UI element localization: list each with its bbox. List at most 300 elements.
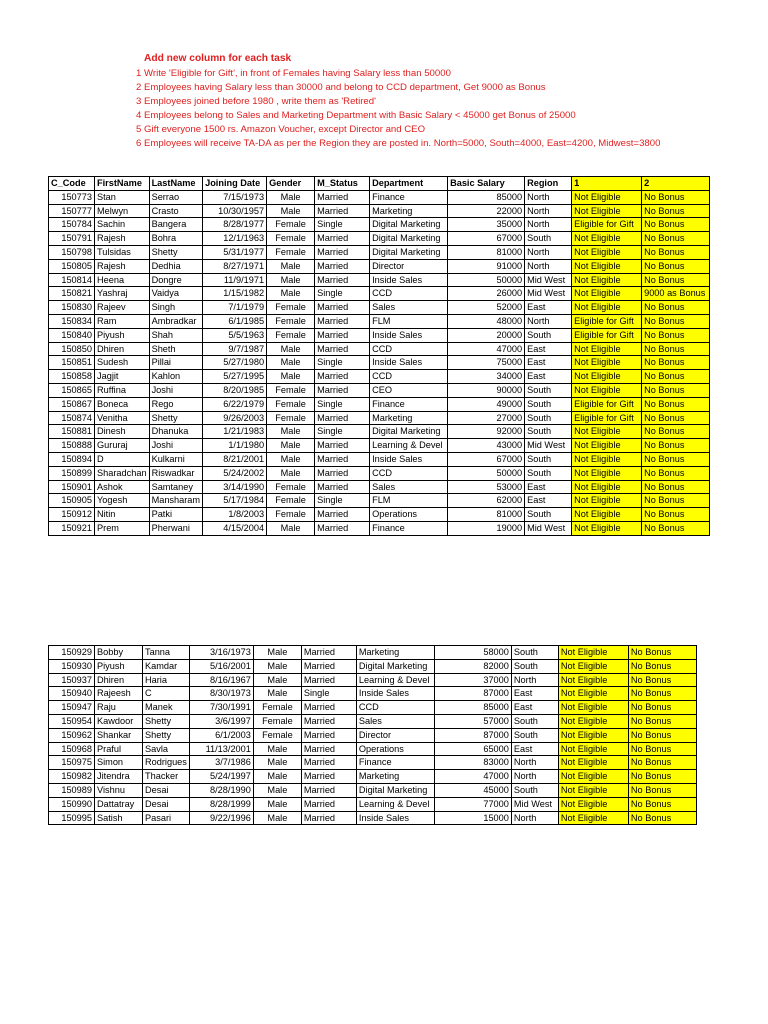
cell-bonus[interactable]: No Bonus (642, 411, 710, 425)
cell-first-name[interactable]: Simon (95, 756, 143, 770)
cell-joining-date[interactable]: 8/21/2001 (203, 452, 267, 466)
cell-gift-eligibility[interactable]: Not Eligible (558, 673, 628, 687)
cell-gift-eligibility[interactable]: Not Eligible (558, 687, 628, 701)
cell-c-code[interactable]: 150791 (49, 232, 95, 246)
cell-last-name[interactable]: Patki (149, 508, 203, 522)
cell-joining-date[interactable]: 5/16/2001 (189, 659, 253, 673)
cell-last-name[interactable]: Desai (143, 797, 190, 811)
cell-first-name[interactable]: Yashraj (95, 287, 150, 301)
cell-c-code[interactable]: 150773 (49, 190, 95, 204)
cell-basic-salary[interactable]: 53000 (448, 480, 525, 494)
cell-first-name[interactable]: Jitendra (95, 770, 143, 784)
cell-first-name[interactable]: Jagjit (95, 370, 150, 384)
cell-region[interactable]: North (525, 218, 572, 232)
cell-last-name[interactable]: Sheth (149, 342, 203, 356)
cell-basic-salary[interactable]: 43000 (448, 439, 525, 453)
cell-gift-eligibility[interactable]: Not Eligible (572, 439, 642, 453)
cell-gender[interactable]: Male (267, 370, 315, 384)
cell-department[interactable]: Digital Marketing (370, 232, 448, 246)
cell-first-name[interactable]: D (95, 452, 150, 466)
cell-last-name[interactable]: Crasto (149, 204, 203, 218)
cell-m-status[interactable]: Single (315, 218, 370, 232)
cell-bonus[interactable]: No Bonus (628, 646, 696, 660)
cell-last-name[interactable]: Pasari (143, 811, 190, 825)
cell-region[interactable]: Mid West (525, 521, 572, 535)
cell-first-name[interactable]: Rajeev (95, 301, 150, 315)
cell-first-name[interactable]: Piyush (95, 659, 143, 673)
cell-c-code[interactable]: 150850 (49, 342, 95, 356)
cell-region[interactable]: South (525, 411, 572, 425)
cell-gift-eligibility[interactable]: Not Eligible (572, 508, 642, 522)
cell-region[interactable]: North (525, 259, 572, 273)
cell-bonus[interactable]: No Bonus (642, 314, 710, 328)
cell-gift-eligibility[interactable]: Not Eligible (558, 659, 628, 673)
cell-basic-salary[interactable]: 75000 (448, 356, 525, 370)
cell-gender[interactable]: Male (267, 190, 315, 204)
cell-bonus[interactable]: No Bonus (642, 328, 710, 342)
cell-gender[interactable]: Female (267, 508, 315, 522)
cell-region[interactable]: South (525, 508, 572, 522)
cell-basic-salary[interactable]: 82000 (434, 659, 511, 673)
cell-c-code[interactable]: 150867 (49, 397, 95, 411)
cell-department[interactable]: CCD (370, 370, 448, 384)
cell-gift-eligibility[interactable]: Not Eligible (572, 425, 642, 439)
col-header-joining-date[interactable]: Joining Date (203, 177, 267, 191)
cell-m-status[interactable]: Married (315, 314, 370, 328)
cell-joining-date[interactable]: 10/30/1957 (203, 204, 267, 218)
cell-last-name[interactable]: C (143, 687, 190, 701)
cell-bonus[interactable]: No Bonus (642, 245, 710, 259)
cell-last-name[interactable]: Shetty (149, 411, 203, 425)
cell-department[interactable]: Digital Marketing (370, 245, 448, 259)
cell-gender[interactable]: Male (253, 770, 301, 784)
cell-region[interactable]: East (525, 301, 572, 315)
cell-department[interactable]: Digital Marketing (370, 425, 448, 439)
cell-m-status[interactable]: Married (315, 452, 370, 466)
cell-region[interactable]: East (525, 494, 572, 508)
cell-gender[interactable]: Male (267, 425, 315, 439)
cell-bonus[interactable]: No Bonus (628, 714, 696, 728)
cell-m-status[interactable]: Married (301, 714, 356, 728)
cell-last-name[interactable]: Singh (149, 301, 203, 315)
cell-department[interactable]: Operations (370, 508, 448, 522)
cell-bonus[interactable]: No Bonus (628, 701, 696, 715)
cell-gift-eligibility[interactable]: Not Eligible (572, 232, 642, 246)
cell-bonus[interactable]: No Bonus (628, 742, 696, 756)
cell-gift-eligibility[interactable]: Not Eligible (572, 383, 642, 397)
cell-department[interactable]: Learning & Devel (356, 797, 434, 811)
cell-gender[interactable]: Male (267, 356, 315, 370)
cell-region[interactable]: North (511, 673, 558, 687)
cell-department[interactable]: Learning & Devel (370, 439, 448, 453)
cell-m-status[interactable]: Married (301, 756, 356, 770)
cell-last-name[interactable]: Thacker (143, 770, 190, 784)
cell-joining-date[interactable]: 1/8/2003 (203, 508, 267, 522)
cell-gift-eligibility[interactable]: Not Eligible (558, 728, 628, 742)
cell-basic-salary[interactable]: 58000 (434, 646, 511, 660)
cell-gift-eligibility[interactable]: Not Eligible (558, 756, 628, 770)
cell-c-code[interactable]: 150777 (49, 204, 95, 218)
cell-joining-date[interactable]: 5/31/1977 (203, 245, 267, 259)
cell-department[interactable]: Digital Marketing (356, 659, 434, 673)
cell-region[interactable]: East (511, 742, 558, 756)
cell-gift-eligibility[interactable]: Not Eligible (572, 204, 642, 218)
cell-basic-salary[interactable]: 87000 (434, 687, 511, 701)
cell-bonus[interactable]: No Bonus (642, 508, 710, 522)
cell-first-name[interactable]: Rajesh (95, 232, 150, 246)
cell-department[interactable]: Marketing (356, 770, 434, 784)
cell-bonus[interactable]: No Bonus (628, 770, 696, 784)
cell-bonus[interactable]: No Bonus (628, 783, 696, 797)
cell-gender[interactable]: Male (267, 342, 315, 356)
cell-department[interactable]: Finance (356, 756, 434, 770)
cell-first-name[interactable]: Nitin (95, 508, 150, 522)
cell-joining-date[interactable]: 7/15/1973 (203, 190, 267, 204)
cell-gender[interactable]: Female (253, 728, 301, 742)
cell-bonus[interactable]: No Bonus (642, 342, 710, 356)
cell-joining-date[interactable]: 5/27/1980 (203, 356, 267, 370)
cell-joining-date[interactable]: 3/6/1997 (189, 714, 253, 728)
cell-gift-eligibility[interactable]: Not Eligible (572, 273, 642, 287)
cell-m-status[interactable]: Single (315, 494, 370, 508)
cell-last-name[interactable]: Shah (149, 328, 203, 342)
cell-last-name[interactable]: Rego (149, 397, 203, 411)
cell-basic-salary[interactable]: 62000 (448, 494, 525, 508)
cell-first-name[interactable]: Melwyn (95, 204, 150, 218)
cell-gift-eligibility[interactable]: Not Eligible (558, 742, 628, 756)
cell-gender[interactable]: Male (253, 756, 301, 770)
cell-gift-eligibility[interactable]: Not Eligible (558, 646, 628, 660)
cell-bonus[interactable]: No Bonus (628, 797, 696, 811)
cell-bonus[interactable]: No Bonus (642, 356, 710, 370)
cell-last-name[interactable]: Riswadkar (149, 466, 203, 480)
cell-last-name[interactable]: Joshi (149, 383, 203, 397)
cell-last-name[interactable]: Kulkarni (149, 452, 203, 466)
cell-gender[interactable]: Male (267, 287, 315, 301)
cell-department[interactable]: Director (370, 259, 448, 273)
cell-last-name[interactable]: Haria (143, 673, 190, 687)
cell-last-name[interactable]: Ambradkar (149, 314, 203, 328)
cell-last-name[interactable]: Joshi (149, 439, 203, 453)
cell-department[interactable]: Finance (370, 521, 448, 535)
cell-bonus[interactable]: No Bonus (628, 811, 696, 825)
col-header-region[interactable]: Region (525, 177, 572, 191)
cell-c-code[interactable]: 150954 (49, 714, 95, 728)
cell-bonus[interactable]: No Bonus (628, 728, 696, 742)
cell-gift-eligibility[interactable]: Not Eligible (572, 466, 642, 480)
cell-joining-date[interactable]: 8/28/1977 (203, 218, 267, 232)
cell-first-name[interactable]: Ram (95, 314, 150, 328)
cell-c-code[interactable]: 150784 (49, 218, 95, 232)
cell-last-name[interactable]: Savla (143, 742, 190, 756)
cell-bonus[interactable]: No Bonus (642, 397, 710, 411)
cell-department[interactable]: Sales (370, 301, 448, 315)
cell-basic-salary[interactable]: 67000 (448, 232, 525, 246)
cell-last-name[interactable]: Bangera (149, 218, 203, 232)
cell-m-status[interactable]: Married (301, 701, 356, 715)
cell-department[interactable]: Sales (370, 480, 448, 494)
cell-gift-eligibility[interactable]: Eligible for Gift (572, 411, 642, 425)
cell-basic-salary[interactable]: 92000 (448, 425, 525, 439)
cell-first-name[interactable]: Heena (95, 273, 150, 287)
cell-department[interactable]: Operations (356, 742, 434, 756)
cell-c-code[interactable]: 150929 (49, 646, 95, 660)
cell-basic-salary[interactable]: 35000 (448, 218, 525, 232)
cell-m-status[interactable]: Married (315, 342, 370, 356)
cell-basic-salary[interactable]: 85000 (434, 701, 511, 715)
cell-first-name[interactable]: Dhiren (95, 342, 150, 356)
cell-department[interactable]: Inside Sales (356, 687, 434, 701)
cell-region[interactable]: North (525, 190, 572, 204)
cell-m-status[interactable]: Married (315, 190, 370, 204)
cell-basic-salary[interactable]: 34000 (448, 370, 525, 384)
cell-first-name[interactable]: Rajesh (95, 259, 150, 273)
cell-joining-date[interactable]: 5/27/1995 (203, 370, 267, 384)
cell-gender[interactable]: Female (267, 301, 315, 315)
cell-region[interactable]: South (511, 783, 558, 797)
cell-last-name[interactable]: Bohra (149, 232, 203, 246)
cell-gender[interactable]: Male (267, 204, 315, 218)
cell-c-code[interactable]: 150975 (49, 756, 95, 770)
cell-bonus[interactable]: No Bonus (642, 232, 710, 246)
cell-m-status[interactable]: Married (301, 728, 356, 742)
cell-last-name[interactable]: Dhanuka (149, 425, 203, 439)
cell-bonus[interactable]: No Bonus (642, 383, 710, 397)
cell-c-code[interactable]: 150865 (49, 383, 95, 397)
cell-department[interactable]: Finance (370, 190, 448, 204)
cell-first-name[interactable]: Sachin (95, 218, 150, 232)
cell-gender[interactable]: Female (267, 397, 315, 411)
cell-department[interactable]: CCD (356, 701, 434, 715)
cell-bonus[interactable]: No Bonus (628, 673, 696, 687)
cell-joining-date[interactable]: 4/15/2004 (203, 521, 267, 535)
cell-gender[interactable]: Male (267, 273, 315, 287)
cell-gender[interactable]: Male (267, 466, 315, 480)
cell-joining-date[interactable]: 8/20/1985 (203, 383, 267, 397)
cell-m-status[interactable]: Single (315, 397, 370, 411)
cell-basic-salary[interactable]: 81000 (448, 508, 525, 522)
cell-joining-date[interactable]: 7/1/1979 (203, 301, 267, 315)
cell-bonus[interactable]: No Bonus (642, 521, 710, 535)
cell-department[interactable]: FLM (370, 314, 448, 328)
cell-joining-date[interactable]: 1/15/1982 (203, 287, 267, 301)
cell-last-name[interactable]: Samtaney (149, 480, 203, 494)
cell-region[interactable]: South (525, 232, 572, 246)
cell-first-name[interactable]: Rajeesh (95, 687, 143, 701)
cell-gender[interactable]: Female (253, 701, 301, 715)
cell-c-code[interactable]: 150930 (49, 659, 95, 673)
cell-m-status[interactable]: Married (315, 480, 370, 494)
cell-joining-date[interactable]: 8/28/1999 (189, 797, 253, 811)
cell-joining-date[interactable]: 8/16/1967 (189, 673, 253, 687)
cell-region[interactable]: East (511, 701, 558, 715)
cell-first-name[interactable]: Yogesh (95, 494, 150, 508)
cell-first-name[interactable]: Stan (95, 190, 150, 204)
cell-region[interactable]: East (511, 687, 558, 701)
cell-region[interactable]: South (525, 397, 572, 411)
cell-c-code[interactable]: 150962 (49, 728, 95, 742)
cell-m-status[interactable]: Married (301, 673, 356, 687)
cell-gift-eligibility[interactable]: Not Eligible (572, 259, 642, 273)
cell-basic-salary[interactable]: 83000 (434, 756, 511, 770)
cell-m-status[interactable]: Married (315, 232, 370, 246)
cell-last-name[interactable]: Mansharam (149, 494, 203, 508)
cell-region[interactable]: East (525, 356, 572, 370)
cell-region[interactable]: Mid West (525, 273, 572, 287)
cell-first-name[interactable]: Kawdoor (95, 714, 143, 728)
cell-c-code[interactable]: 150912 (49, 508, 95, 522)
cell-gift-eligibility[interactable]: Eligible for Gift (572, 328, 642, 342)
cell-c-code[interactable]: 150894 (49, 452, 95, 466)
cell-region[interactable]: Mid West (525, 287, 572, 301)
cell-gender[interactable]: Female (267, 494, 315, 508)
cell-basic-salary[interactable]: 26000 (448, 287, 525, 301)
cell-bonus[interactable]: No Bonus (642, 494, 710, 508)
cell-c-code[interactable]: 150982 (49, 770, 95, 784)
cell-first-name[interactable]: Ashok (95, 480, 150, 494)
cell-gender[interactable]: Male (253, 687, 301, 701)
cell-bonus[interactable]: No Bonus (642, 259, 710, 273)
col-header-gender[interactable]: Gender (267, 177, 315, 191)
cell-m-status[interactable]: Married (315, 383, 370, 397)
cell-region[interactable]: South (511, 714, 558, 728)
cell-gender[interactable]: Male (267, 452, 315, 466)
cell-department[interactable]: Marketing (370, 204, 448, 218)
cell-department[interactable]: Learning & Devel (356, 673, 434, 687)
cell-joining-date[interactable]: 5/24/1997 (189, 770, 253, 784)
cell-m-status[interactable]: Married (315, 204, 370, 218)
cell-joining-date[interactable]: 8/30/1973 (189, 687, 253, 701)
cell-last-name[interactable]: Kamdar (143, 659, 190, 673)
cell-m-status[interactable]: Married (301, 811, 356, 825)
cell-department[interactable]: Sales (356, 714, 434, 728)
cell-m-status[interactable]: Married (301, 783, 356, 797)
cell-last-name[interactable]: Dedhia (149, 259, 203, 273)
cell-c-code[interactable]: 150989 (49, 783, 95, 797)
cell-first-name[interactable]: Tulsidas (95, 245, 150, 259)
cell-department[interactable]: Inside Sales (356, 811, 434, 825)
cell-department[interactable]: Marketing (370, 411, 448, 425)
cell-m-status[interactable]: Married (301, 646, 356, 660)
col-header-m-status[interactable]: M_Status (315, 177, 370, 191)
cell-region[interactable]: Mid West (525, 439, 572, 453)
cell-m-status[interactable]: Married (315, 521, 370, 535)
cell-m-status[interactable]: Married (301, 742, 356, 756)
cell-c-code[interactable]: 150937 (49, 673, 95, 687)
cell-bonus[interactable]: No Bonus (642, 218, 710, 232)
cell-gift-eligibility[interactable]: Not Eligible (572, 356, 642, 370)
cell-m-status[interactable]: Married (315, 301, 370, 315)
cell-gender[interactable]: Female (267, 245, 315, 259)
cell-first-name[interactable]: Venitha (95, 411, 150, 425)
cell-c-code[interactable]: 150814 (49, 273, 95, 287)
cell-c-code[interactable]: 150888 (49, 439, 95, 453)
cell-joining-date[interactable]: 9/22/1996 (189, 811, 253, 825)
cell-region[interactable]: North (525, 204, 572, 218)
cell-last-name[interactable]: Serrao (149, 190, 203, 204)
cell-department[interactable]: Inside Sales (370, 273, 448, 287)
cell-region[interactable]: East (525, 342, 572, 356)
cell-basic-salary[interactable]: 20000 (448, 328, 525, 342)
cell-c-code[interactable]: 150905 (49, 494, 95, 508)
cell-department[interactable]: Inside Sales (370, 356, 448, 370)
cell-c-code[interactable]: 150990 (49, 797, 95, 811)
cell-basic-salary[interactable]: 90000 (448, 383, 525, 397)
cell-gift-eligibility[interactable]: Not Eligible (572, 370, 642, 384)
cell-joining-date[interactable]: 3/7/1986 (189, 756, 253, 770)
cell-basic-salary[interactable]: 49000 (448, 397, 525, 411)
cell-region[interactable]: South (525, 383, 572, 397)
cell-joining-date[interactable]: 11/9/1971 (203, 273, 267, 287)
cell-c-code[interactable]: 150834 (49, 314, 95, 328)
cell-last-name[interactable]: Shetty (143, 728, 190, 742)
cell-first-name[interactable]: Shankar (95, 728, 143, 742)
cell-joining-date[interactable]: 5/24/2002 (203, 466, 267, 480)
cell-bonus[interactable]: No Bonus (642, 370, 710, 384)
cell-gender[interactable]: Male (267, 439, 315, 453)
col-header-basic-salary[interactable]: Basic Salary (448, 177, 525, 191)
cell-last-name[interactable]: Kahlon (149, 370, 203, 384)
cell-gift-eligibility[interactable]: Not Eligible (572, 480, 642, 494)
cell-gender[interactable]: Female (267, 328, 315, 342)
cell-gender[interactable]: Male (253, 811, 301, 825)
cell-region[interactable]: South (525, 452, 572, 466)
col-header-c-code[interactable]: C_Code (49, 177, 95, 191)
cell-last-name[interactable]: Shetty (149, 245, 203, 259)
cell-c-code[interactable]: 150821 (49, 287, 95, 301)
cell-m-status[interactable]: Married (315, 439, 370, 453)
cell-last-name[interactable]: Dongre (149, 273, 203, 287)
cell-basic-salary[interactable]: 67000 (448, 452, 525, 466)
cell-gift-eligibility[interactable]: Eligible for Gift (572, 218, 642, 232)
cell-joining-date[interactable]: 7/30/1991 (189, 701, 253, 715)
cell-c-code[interactable]: 150947 (49, 701, 95, 715)
cell-m-status[interactable]: Married (315, 411, 370, 425)
cell-region[interactable]: North (525, 245, 572, 259)
cell-c-code[interactable]: 150798 (49, 245, 95, 259)
cell-m-status[interactable]: Married (315, 370, 370, 384)
cell-department[interactable]: Digital Marketing (370, 218, 448, 232)
cell-first-name[interactable]: Piyush (95, 328, 150, 342)
cell-gender[interactable]: Male (253, 797, 301, 811)
cell-department[interactable]: CCD (370, 342, 448, 356)
cell-gender[interactable]: Male (253, 673, 301, 687)
cell-c-code[interactable]: 150851 (49, 356, 95, 370)
cell-m-status[interactable]: Single (301, 687, 356, 701)
cell-first-name[interactable]: Bobby (95, 646, 143, 660)
cell-region[interactable]: South (511, 728, 558, 742)
cell-gift-eligibility[interactable]: Not Eligible (572, 452, 642, 466)
cell-department[interactable]: CCD (370, 287, 448, 301)
cell-region[interactable]: South (525, 328, 572, 342)
cell-department[interactable]: Director (356, 728, 434, 742)
cell-first-name[interactable]: Dhiren (95, 673, 143, 687)
cell-gender[interactable]: Male (253, 646, 301, 660)
cell-joining-date[interactable]: 8/27/1971 (203, 259, 267, 273)
cell-basic-salary[interactable]: 77000 (434, 797, 511, 811)
cell-m-status[interactable]: Married (315, 245, 370, 259)
cell-c-code[interactable]: 150995 (49, 811, 95, 825)
cell-m-status[interactable]: Married (301, 797, 356, 811)
cell-region[interactable]: East (525, 370, 572, 384)
col-header-department[interactable]: Department (370, 177, 448, 191)
cell-basic-salary[interactable]: 22000 (448, 204, 525, 218)
cell-department[interactable]: Inside Sales (370, 328, 448, 342)
cell-basic-salary[interactable]: 85000 (448, 190, 525, 204)
cell-basic-salary[interactable]: 57000 (434, 714, 511, 728)
cell-gender[interactable]: Female (267, 411, 315, 425)
cell-gift-eligibility[interactable]: Not Eligible (572, 287, 642, 301)
